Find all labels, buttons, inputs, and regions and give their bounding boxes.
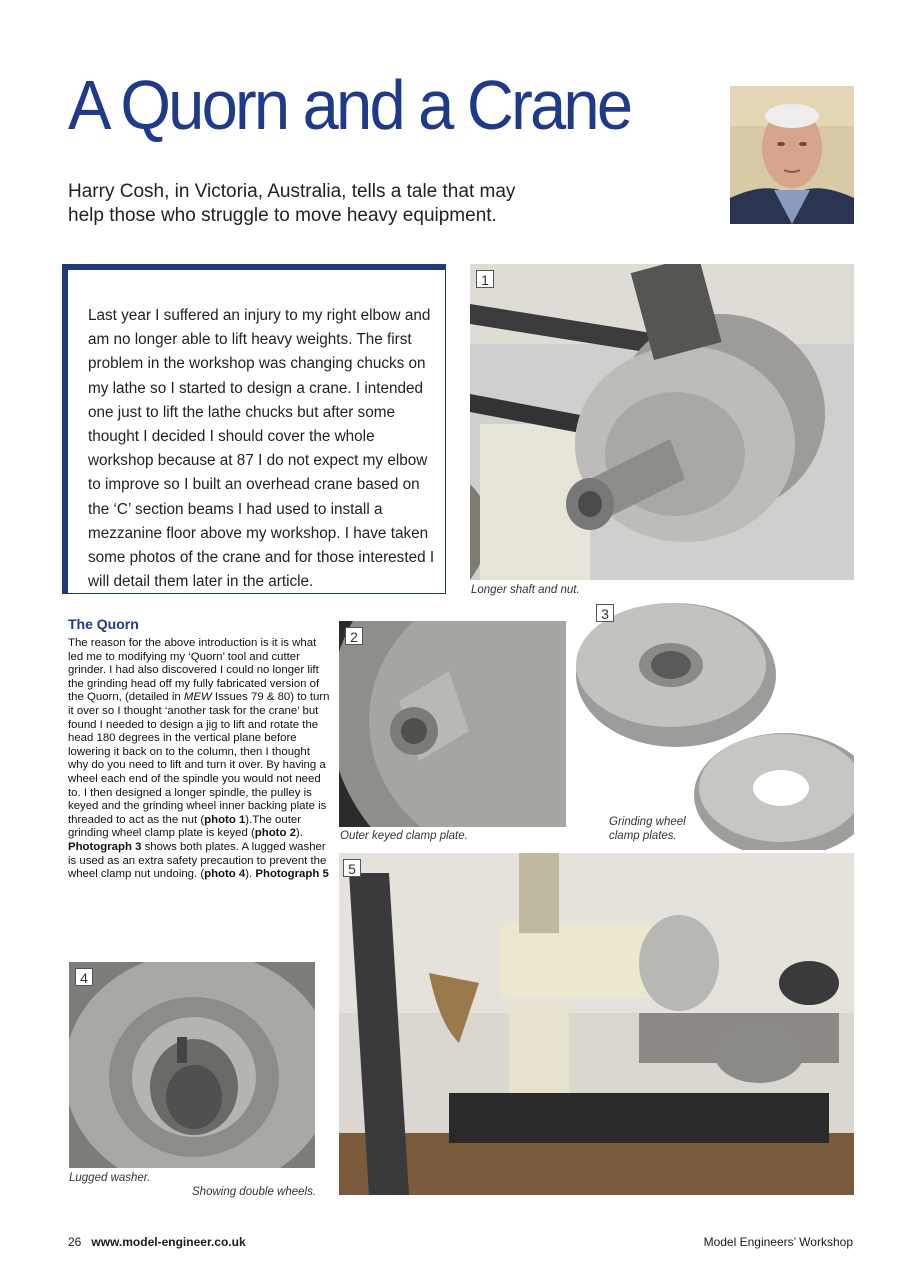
body-text-part: Issues 79 & 80) to turn it over so I thought ‘another task for the crane’ but found I needed to design a jig to lift and rotate the head 180 degrees in the vertical plane before lowering it back on to the column, then I thought why do you need to lift and turn it over. By having a wheel each end of the spindle you would not need to. I then designed a longer spindle, the pulley is keyed and the grinding wheel inner backing plate is threaded to act as the nut (	[68, 691, 330, 826]
photo-number: 4	[75, 968, 93, 986]
photo-reference: photo 2	[254, 827, 296, 840]
body-text-part: ).	[245, 868, 256, 881]
photo-reference: photo 1	[204, 813, 246, 826]
photo-reference: Photograph 5	[255, 868, 329, 881]
intro-box	[62, 264, 446, 594]
photo-number: 3	[596, 604, 614, 622]
magazine-name: Model Engineers’ Workshop	[703, 1235, 853, 1249]
photo-3-caption: Grinding wheel clamp plates.	[609, 816, 686, 842]
photo-5-caption: Showing double wheels.	[192, 1186, 317, 1198]
body-text	[68, 637, 330, 882]
body-text-part: ).	[295, 827, 303, 840]
page-number: 26	[68, 1235, 82, 1249]
photo-5	[339, 853, 854, 1195]
photo-reference: photo 4	[204, 868, 246, 881]
intro-text: Last year I suffered an injury to my right elbow and am no longer able to lift heavy weights. The first problem in the workshop was changing chucks on my lathe so I started to design a crane. I intended one just to lift the lathe chucks but after some thought I decided I should cover the whole workshop because at 87 I do not expect my elbow to improve so I built an overhead crane based on the ‘C’ section beams I had used to install a mezzanine floor above my workshop. I have taken some photos of the crane and for those interested I will detail them later in the article.	[88, 307, 435, 591]
author-portrait	[730, 86, 854, 224]
photo-3	[566, 600, 854, 850]
body-text-part: ).The outer grinding wheel clamp plate is keyed (	[68, 813, 301, 840]
body-text-part: The reason for the above introduction is it is what led me to modifying my ‘Quorn’ tool and cutter grinder. I had also discovered I could no longer lift the grinding head off my fully fabricated version of the Quorn, (detailed in	[68, 637, 320, 704]
body-text-italic: MEW	[183, 691, 212, 704]
photo-number: 2	[345, 627, 363, 645]
photo-2-caption: Outer keyed clamp plate.	[340, 830, 468, 842]
photo-reference: Photograph 3	[68, 840, 142, 853]
website-link: www.model-engineer.co.uk	[91, 1235, 246, 1249]
body-text-part: shows both plates. A lugged washer is used as an extra safety precaution to prevent the wheel clamp nut undoing. (	[68, 840, 327, 881]
photo-4	[69, 962, 315, 1168]
photo-2	[339, 621, 584, 827]
photo-number: 1	[476, 270, 494, 288]
photo-4-caption: Lugged washer.	[69, 1172, 151, 1184]
article-subtitle: Harry Cosh, in Victoria, Australia, tells a tale that may help those who struggle to move heavy equipment.	[68, 181, 516, 226]
article-title: A Quorn and a Crane	[68, 66, 631, 144]
photo-1-caption: Longer shaft and nut.	[471, 584, 580, 596]
section-heading: The Quorn	[68, 616, 139, 632]
photo-1	[470, 264, 854, 580]
photo-number: 5	[343, 859, 361, 877]
footer-left	[68, 1235, 246, 1249]
